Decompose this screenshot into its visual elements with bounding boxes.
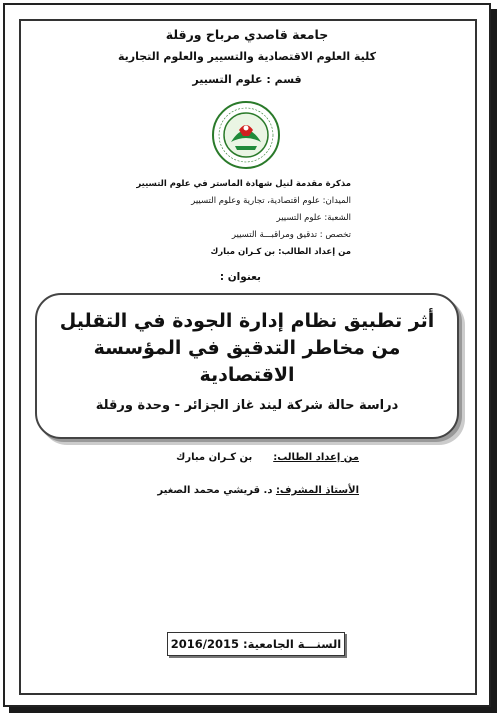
department-name: قسم : علوم التسيير	[192, 73, 302, 86]
faculty-name: كلية العلوم الاقتصادية والتسيير والعلوم التجارية	[117, 50, 377, 63]
memo-branch-line: الشعبة: علوم التسيير	[276, 213, 351, 223]
thesis-title-box	[35, 293, 459, 439]
academic-year-value: 2016/2015	[170, 637, 240, 651]
supervisor-row	[157, 485, 359, 496]
memo-field-line: الميدان: علوم اقتصادية، تجارية وعلوم التسيير	[191, 196, 351, 206]
student-name: بن كـران مبارك	[176, 452, 253, 463]
thesis-title: أثر تطبيق نظام إدارة الجودة في التقليل من مخاطر التدقيق في المؤسسة الاقتصادية	[59, 310, 435, 386]
title-intro-label: بعنوان :	[219, 271, 261, 283]
student-row	[176, 452, 359, 463]
university-name: جامعة قاصدي مرباح ورقلة	[165, 27, 329, 42]
memo-degree-line: مذكرة مقدمة لنيل شهادة الماستر في علوم التسيير	[136, 179, 351, 189]
academic-year-box	[167, 632, 345, 656]
student-label: من إعداد الطالب:	[273, 452, 359, 463]
university-seal-icon	[211, 100, 281, 170]
document-page	[3, 3, 491, 707]
supervisor-name: د. قريشي محمد الصغير	[157, 485, 273, 496]
thesis-subtitle: دراسة حالة شركة ليند غاز الجزائر - وحدة ورقلة	[95, 398, 399, 413]
memo-specialty-line: تخصص : تدقيق ومراقبـــة التسيير	[231, 230, 351, 240]
academic-year-label: السنـــة الجامعية:	[243, 637, 342, 651]
supervisor-label: الأستاذ المشرف:	[275, 485, 359, 496]
memo-student-line: من إعداد الطالب: بن كـران مبارك	[210, 247, 351, 257]
